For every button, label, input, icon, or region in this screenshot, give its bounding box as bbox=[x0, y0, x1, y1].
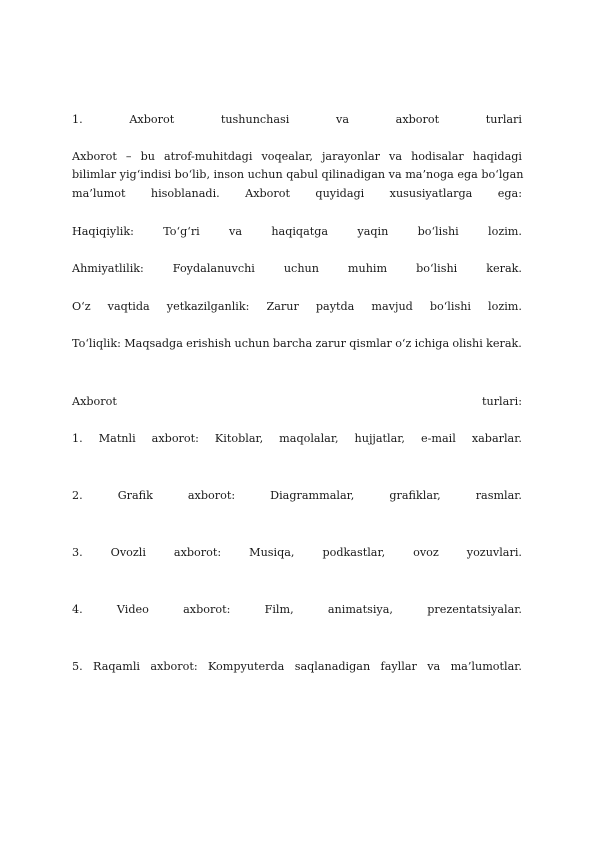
word: barcha bbox=[272, 337, 313, 350]
word: 5. bbox=[72, 660, 83, 673]
word: atrof-muhitdagi bbox=[163, 150, 253, 163]
word: mavjud bbox=[371, 300, 413, 313]
word: axborot: bbox=[150, 660, 198, 673]
word: Ahmiyatlilik: bbox=[72, 262, 144, 275]
word: saqlanadigan bbox=[294, 660, 371, 673]
word: prezentatsiyalar. bbox=[427, 603, 522, 616]
word: va bbox=[229, 225, 243, 238]
word: o‘z bbox=[395, 337, 412, 350]
property-line-1 bbox=[72, 225, 522, 239]
type-line-4 bbox=[72, 603, 522, 617]
word: xabarlar. bbox=[471, 432, 522, 445]
word: To‘g‘ri bbox=[163, 225, 200, 238]
word: haqidagi bbox=[472, 150, 522, 163]
word: Kitoblar, bbox=[214, 432, 264, 445]
type-line-2 bbox=[72, 489, 522, 503]
word: erishish bbox=[186, 337, 232, 350]
type-line-3 bbox=[72, 546, 522, 560]
word: Axborot bbox=[245, 187, 290, 200]
word: yaqin bbox=[357, 225, 389, 238]
word: 4. bbox=[72, 603, 83, 616]
type-line-5 bbox=[72, 660, 522, 674]
word: 3. bbox=[72, 546, 83, 559]
word: vaqtida bbox=[107, 300, 150, 313]
property-line-4 bbox=[72, 337, 522, 351]
word: Axborot bbox=[129, 113, 175, 126]
word: Diagrammalar, bbox=[270, 489, 355, 502]
word: Matnli bbox=[98, 432, 136, 445]
word: hisoblanadi. bbox=[150, 187, 220, 200]
word: ichiga bbox=[414, 337, 450, 350]
word: Ovozli bbox=[110, 546, 146, 559]
word: hodisalar bbox=[411, 150, 464, 163]
word: Raqamli bbox=[93, 660, 140, 673]
word: turlari: bbox=[482, 395, 522, 408]
word: grafiklar, bbox=[389, 489, 441, 502]
word: bo‘lishi bbox=[417, 225, 459, 238]
word: bo‘lishi bbox=[416, 262, 458, 275]
word: axborot: bbox=[183, 603, 231, 616]
word: jarayonlar bbox=[321, 150, 380, 163]
section-title bbox=[72, 113, 522, 127]
word: Film, bbox=[264, 603, 294, 616]
word: e-mail bbox=[420, 432, 456, 445]
word: axborot: bbox=[151, 432, 199, 445]
word: Grafik bbox=[117, 489, 153, 502]
intro-line-3 bbox=[72, 187, 522, 201]
word: yozuvlari. bbox=[466, 546, 522, 559]
word: uchun bbox=[283, 262, 319, 275]
word: muhim bbox=[347, 262, 388, 275]
word: hujjatlar, bbox=[354, 432, 405, 445]
word: Musiqa, bbox=[249, 546, 295, 559]
word: rasmlar. bbox=[475, 489, 522, 502]
word: turlari bbox=[485, 113, 522, 126]
word: Haqiqiylik: bbox=[72, 225, 134, 238]
word: Axborot bbox=[72, 150, 117, 163]
word: voqealar, bbox=[261, 150, 313, 163]
property-line-2 bbox=[72, 262, 522, 276]
word: va bbox=[336, 113, 350, 126]
word: – bbox=[125, 150, 132, 163]
word: yetkazilganlik: bbox=[166, 300, 250, 313]
word: Maqsadga bbox=[124, 337, 183, 350]
word: ma’lumotlar. bbox=[450, 660, 522, 673]
word: Foydalanuvchi bbox=[172, 262, 255, 275]
word: lozim. bbox=[488, 300, 522, 313]
word: uchun bbox=[234, 337, 270, 350]
word: Video bbox=[116, 603, 149, 616]
types-heading bbox=[72, 395, 522, 409]
word: Zarur bbox=[266, 300, 299, 313]
word: axborot bbox=[395, 113, 440, 126]
word: animatsiya, bbox=[327, 603, 393, 616]
word: podkastlar, bbox=[322, 546, 386, 559]
word: Kompyuterda bbox=[207, 660, 285, 673]
word: qismlar bbox=[349, 337, 392, 350]
word: ma’lumot bbox=[72, 187, 126, 200]
word: 2. bbox=[72, 489, 83, 502]
word: fayllar bbox=[380, 660, 417, 673]
word: bo‘lishi bbox=[429, 300, 471, 313]
word: bu bbox=[140, 150, 155, 163]
word: To‘liqlik: bbox=[72, 337, 121, 350]
word: zarur bbox=[315, 337, 346, 350]
word: paytda bbox=[315, 300, 355, 313]
word: tushunchasi bbox=[220, 113, 290, 126]
property-line-3 bbox=[72, 300, 522, 314]
intro-line-1 bbox=[72, 150, 522, 164]
word: axborot: bbox=[173, 546, 222, 559]
word: O‘z bbox=[72, 300, 91, 313]
word: ega: bbox=[497, 187, 522, 200]
intro-line-2: bilimlar yig‘indisi bo‘lib, inson uchun qabul qilinadigan va ma’noga ega bo‘lgan bbox=[72, 168, 524, 181]
word: haqiqatga bbox=[271, 225, 329, 238]
word: axborot: bbox=[187, 489, 236, 502]
word: kerak. bbox=[486, 337, 522, 350]
type-line-1 bbox=[72, 432, 522, 446]
word: olishi bbox=[452, 337, 483, 350]
word: va bbox=[389, 150, 403, 163]
word: ovoz bbox=[413, 546, 439, 559]
word: kerak. bbox=[486, 262, 522, 275]
word: va bbox=[427, 660, 441, 673]
word: xususiyatlarga bbox=[389, 187, 473, 200]
word: Axborot bbox=[72, 395, 117, 408]
word: 1. bbox=[72, 432, 83, 445]
word: quyidagi bbox=[315, 187, 365, 200]
word: maqolalar, bbox=[279, 432, 339, 445]
word: lozim. bbox=[488, 225, 522, 238]
word: 1. bbox=[72, 113, 83, 126]
